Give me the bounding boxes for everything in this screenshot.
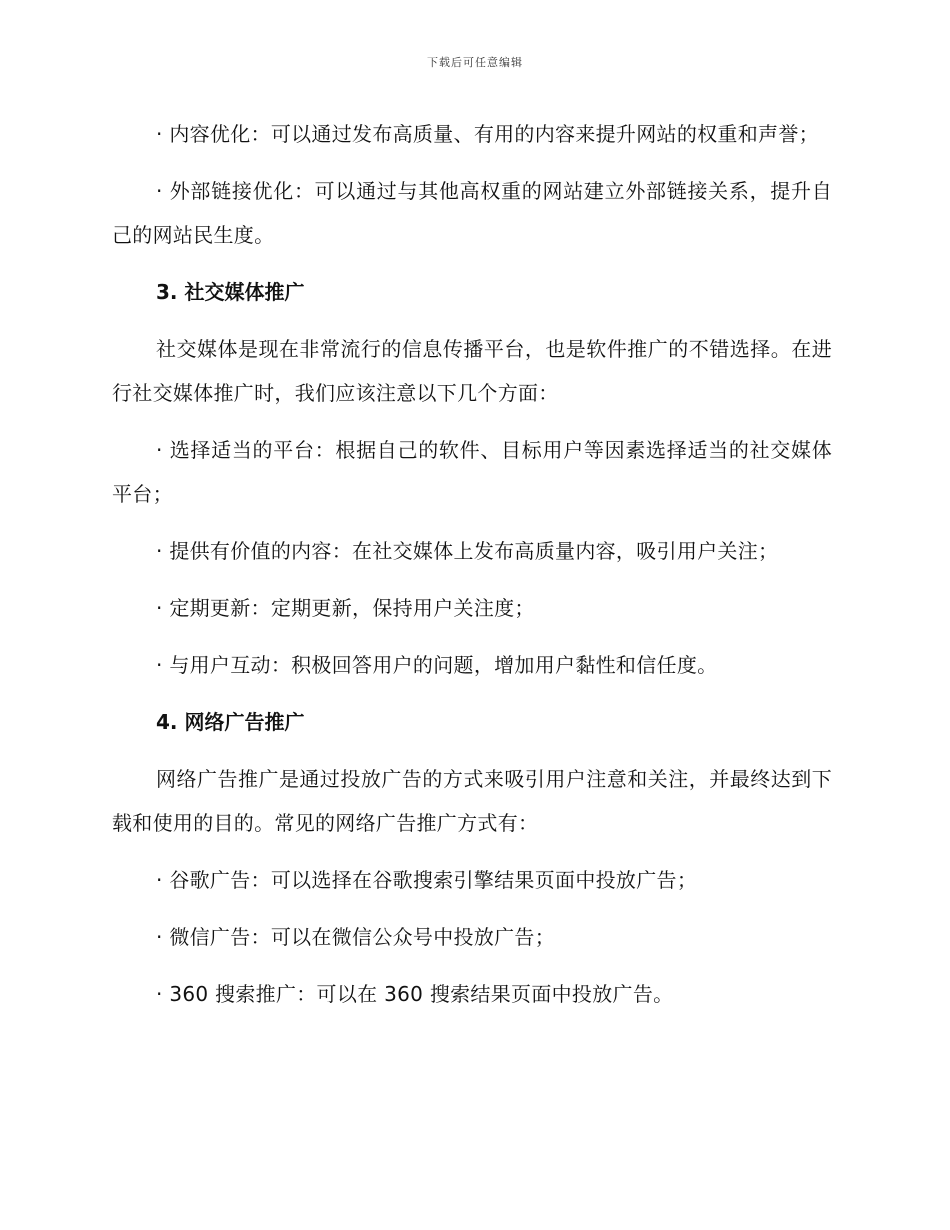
section-heading-social-media: 3. 社交媒体推广 <box>156 280 305 304</box>
paragraph-360-search: · 360 搜索推广：可以在 360 搜索结果页面中投放广告。 <box>156 982 674 1006</box>
paragraph-choose-platform: · 选择适当的平台：根据自己的软件、目标用户等因素选择适当的社交媒体平台； <box>112 438 832 506</box>
paragraph-content-optimization: · 内容优化：可以通过发布高质量、有用的内容来提升网站的权重和声誉； <box>156 122 819 146</box>
paragraph-wechat-ads: · 微信广告：可以在微信公众号中投放广告； <box>156 925 556 949</box>
section-heading-online-ads: 4. 网络广告推广 <box>156 710 305 734</box>
paragraph-external-links: · 外部链接优化：可以通过与其他高权重的网站建立外部链接关系，提升自己的网站民生度。 <box>112 179 832 247</box>
paragraph-valuable-content: · 提供有价值的内容：在社交媒体上发布高质量内容，吸引用户关注； <box>156 539 779 563</box>
paragraph-google-ads: · 谷歌广告：可以选择在谷歌搜索引擎结果页面中投放广告； <box>156 868 698 892</box>
paragraph-regular-updates: · 定期更新：定期更新，保持用户关注度； <box>156 596 535 620</box>
header-note: 下载后可任意编辑 <box>427 56 523 69</box>
paragraph-user-interaction: · 与用户互动：积极回答用户的问题，增加用户黏性和信任度。 <box>156 653 718 677</box>
paragraph-online-ads-intro: 网络广告推广是通过投放广告的方式来吸引用户注意和关注，并最终达到下载和使用的目的。常见的网络广告推广方式有： <box>112 767 832 835</box>
document-body <box>112 112 832 1029</box>
paragraph-social-media-intro: 社交媒体是现在非常流行的信息传播平台，也是软件推广的不错选择。在进行社交媒体推广时，我们应该注意以下几个方面： <box>112 337 832 405</box>
